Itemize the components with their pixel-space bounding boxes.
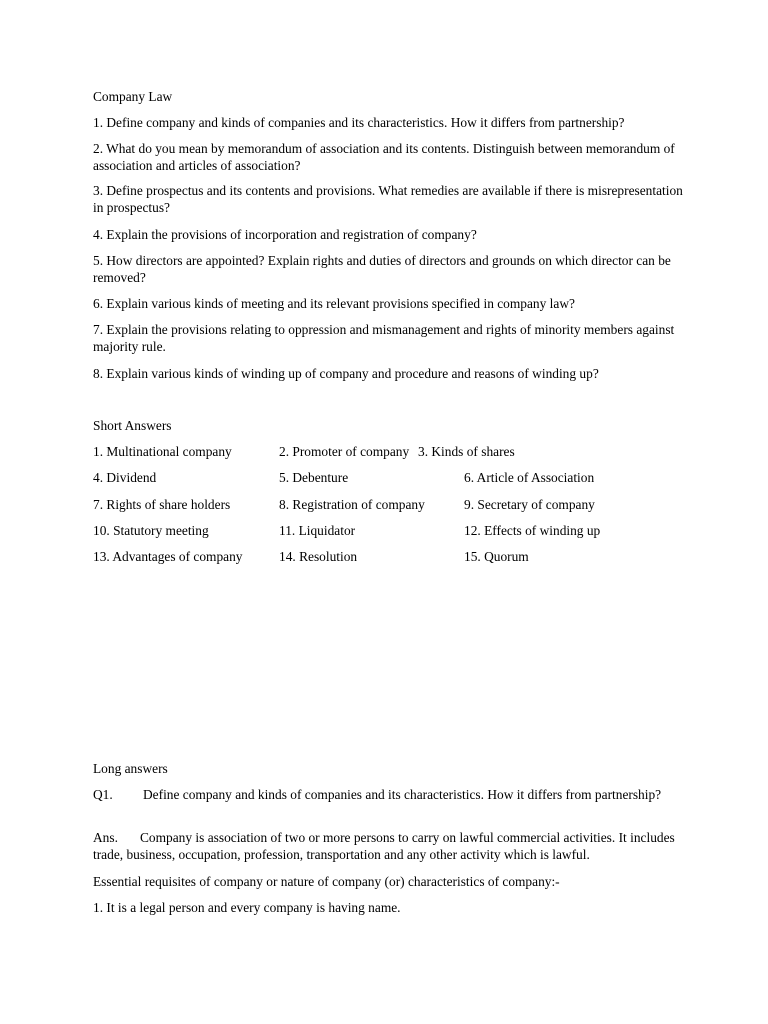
short-answer-item: 6. Article of Association: [464, 470, 595, 485]
short-answers-row: [93, 443, 683, 460]
requisites-heading: Essential requisites of company or nature of company (or) characteristics of company:-: [93, 874, 560, 889]
short-answers-row: [93, 469, 683, 486]
q1-text: Define company and kinds of companies and its characteristics. How it differs from partnership?: [143, 787, 662, 802]
requisite-point-1: 1. It is a legal person and every company is having name.: [93, 900, 401, 915]
short-answer-item: 3. Kinds of shares: [418, 444, 515, 459]
short-answer-item: 7. Rights of share holders: [93, 497, 231, 512]
short-answer-item: 14. Resolution: [279, 549, 358, 564]
question-1: 1. Define company and kinds of companies and its characteristics. How it differs from partnership?: [93, 115, 625, 130]
question-8: 8. Explain various kinds of winding up of company and procedure and reasons of winding up?: [93, 366, 599, 381]
short-answer-item: 5. Debenture: [279, 470, 349, 485]
short-answer-item: 13. Advantages of company: [93, 549, 243, 564]
short-answer-item: 9. Secretary of company: [464, 497, 595, 512]
short-answer-item: 8. Registration of company: [279, 497, 425, 512]
short-answer-item: 12. Effects of winding up: [464, 523, 601, 538]
ans-label: Ans.: [93, 830, 118, 845]
question-5: 5. How directors are appointed? Explain rights and duties of directors and grounds on which director can be removed?: [93, 253, 671, 285]
short-answer-item: 11. Liquidator: [279, 523, 356, 538]
question-3: 3. Define prospectus and its contents and provisions. What remedies are available if there is misrepresentation in prospectus?: [93, 183, 683, 215]
question-7: 7. Explain the provisions relating to oppression and mismanagement and rights of minority members against majority rule.: [93, 322, 675, 354]
question-6: 6. Explain various kinds of meeting and its relevant provisions specified in company law?: [93, 296, 575, 311]
short-answers-row: [93, 522, 683, 539]
question-2: 2. What do you mean by memorandum of association and its contents. Distinguish between memorandum of association and articles of association?: [93, 141, 675, 173]
q1-label: Q1.: [93, 787, 113, 802]
question-4: 4. Explain the provisions of incorporation and registration of company?: [93, 227, 477, 242]
short-answer-item: 15. Quorum: [464, 549, 529, 564]
short-answers-heading: Short Answers: [93, 418, 172, 433]
short-answers-row: [93, 548, 683, 565]
long-answers-heading: Long answers: [93, 761, 168, 776]
document-title: Company Law: [93, 89, 173, 104]
short-answer-item: 1. Multinational company: [93, 444, 232, 459]
long-answer-q1: [93, 786, 683, 803]
ans-text: Company is association of two or more persons to carry on lawful commercial activities. It includes trade, business, occupation, profession, transportation and any other activity which is lawful.: [93, 830, 675, 862]
long-answer-ans: [93, 829, 683, 863]
short-answer-item: 2. Promoter of company: [279, 444, 410, 459]
short-answer-item: 4. Dividend: [93, 470, 157, 485]
short-answers-row: [93, 496, 683, 513]
short-answer-item: 10. Statutory meeting: [93, 523, 209, 538]
